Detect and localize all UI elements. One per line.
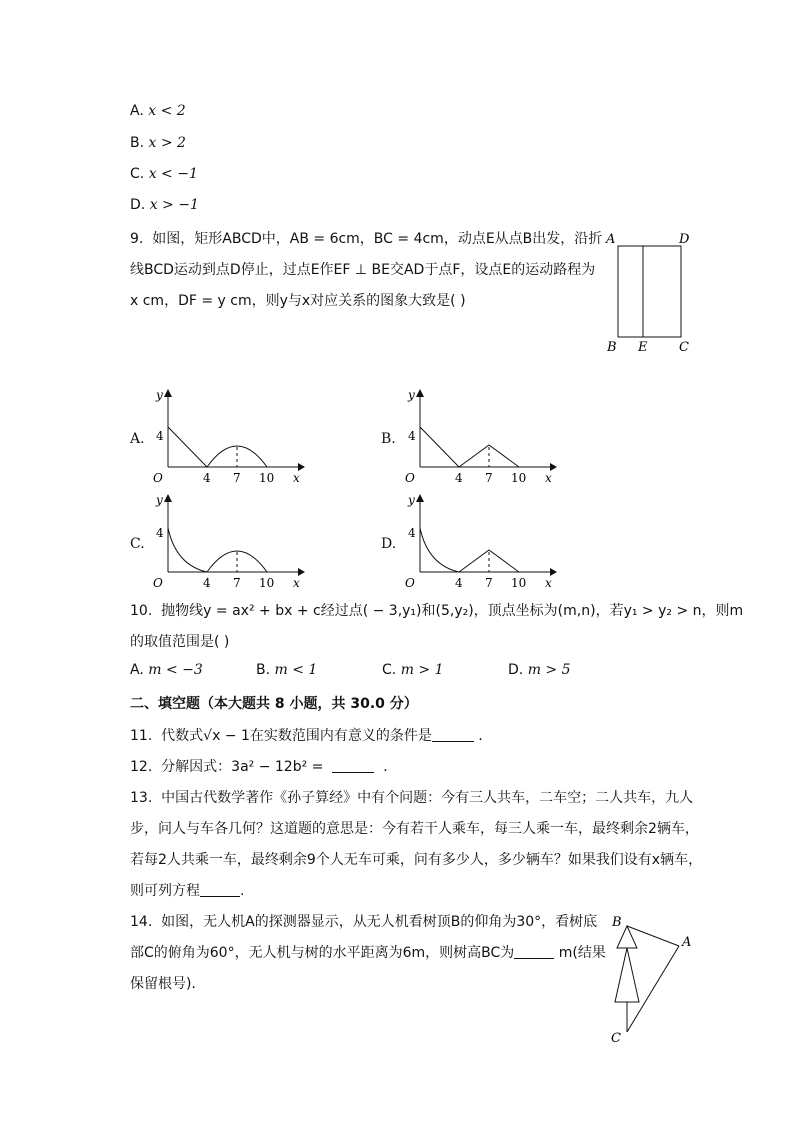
q12: 12. 分解因式：3a² − 12b² = ． bbox=[130, 759, 398, 775]
axis-x: x bbox=[293, 471, 300, 485]
x-tick-7: 7 bbox=[233, 576, 241, 590]
x-tick-10: 10 bbox=[511, 471, 527, 485]
axis-y: y bbox=[156, 493, 163, 507]
q14-line-3: 保留根号)． bbox=[130, 976, 206, 992]
axis-x: x bbox=[293, 576, 300, 590]
axis-x: x bbox=[545, 471, 552, 485]
q9-rectangle-figure bbox=[600, 228, 700, 358]
x-tick-10: 10 bbox=[259, 471, 275, 485]
x-tick-4: 4 bbox=[455, 471, 463, 485]
x-tick-7: 7 bbox=[233, 471, 241, 485]
q10-line-1: 10. 抛物线y = ax² + bx + c经过点( − 3,y₁)和(5,y₂)，顶点坐标为(m,n)，若y₁ > y₂ > n，则m bbox=[130, 603, 744, 619]
q11: 11. 代数式√x − 1在实数范围内有意义的条件是 ． bbox=[130, 728, 493, 744]
q13-line-4: 则可列方程 . bbox=[130, 883, 245, 899]
y-tick-4: 4 bbox=[156, 429, 164, 443]
q9-line-3: x cm，DF = y cm，则y与x对应关系的图象大致是( ) bbox=[130, 293, 466, 309]
q12-answer-blank[interactable] bbox=[332, 758, 374, 773]
x-tick-10: 10 bbox=[259, 576, 275, 590]
axis-origin: O bbox=[153, 471, 163, 485]
q9-line-1: 9. 如图，矩形ABCD中，AB = 6cm，BC = 4cm，动点E从点B出发，沿折 bbox=[130, 231, 603, 247]
graph-option-a-label[interactable]: A. bbox=[130, 431, 145, 447]
y-tick-4: 4 bbox=[408, 429, 416, 443]
q14-line-1: 14. 如图，无人机A的探测器显示，从无人机看树顶B的仰角为30°，看树底 bbox=[130, 914, 598, 930]
label-d: D bbox=[679, 232, 690, 247]
graph-option-d-label[interactable]: D. bbox=[381, 536, 397, 552]
q10-option-b[interactable]: B. m < 1 bbox=[256, 662, 318, 678]
section-2-heading: 二、填空题（本大题共 8 小题，共 30.0 分） bbox=[130, 696, 418, 712]
graph-a bbox=[150, 385, 310, 485]
graph-option-c-label[interactable]: C. bbox=[130, 536, 145, 552]
axis-x: x bbox=[545, 576, 552, 590]
axis-y: y bbox=[408, 493, 415, 507]
x-tick-4: 4 bbox=[203, 471, 211, 485]
q13-line-2: 步，问人与车各几何？这道题的意思是：今有若干人乘车，每三人乘一车，最终剩余2辆车， bbox=[130, 821, 699, 837]
axis-y: y bbox=[156, 388, 163, 402]
label-a: A bbox=[606, 232, 616, 247]
label-b: B bbox=[612, 915, 622, 930]
label-e: E bbox=[638, 340, 648, 355]
y-tick-4: 4 bbox=[156, 526, 164, 540]
label-c: C bbox=[611, 1031, 621, 1046]
q8-option-a: A. x < 2 bbox=[130, 103, 186, 119]
q14-answer-blank[interactable] bbox=[514, 944, 554, 959]
graph-b bbox=[402, 385, 562, 485]
q8-option-b: B. x > 2 bbox=[130, 135, 186, 151]
label-c: C bbox=[679, 340, 689, 355]
q13-line-3: 若每2人共乘一车，最终剩余9个人无车可乘，问有多少人，多少辆车？如果我们设有x辆车， bbox=[130, 852, 703, 868]
x-tick-7: 7 bbox=[485, 471, 493, 485]
graph-c bbox=[150, 490, 310, 590]
y-tick-4: 4 bbox=[408, 526, 416, 540]
q10-option-d[interactable]: D. m > 5 bbox=[508, 662, 571, 678]
q8-option-d: D. x > −1 bbox=[130, 197, 199, 213]
graph-d bbox=[402, 490, 562, 590]
x-tick-4: 4 bbox=[455, 576, 463, 590]
axis-origin: O bbox=[153, 576, 163, 590]
q13-answer-blank[interactable] bbox=[200, 882, 240, 897]
graph-option-b-label[interactable]: B. bbox=[381, 431, 396, 447]
q8-option-c: C. x < −1 bbox=[130, 166, 198, 182]
q10-line-2: 的取值范围是( ) bbox=[130, 634, 230, 650]
q10-option-c[interactable]: C. m > 1 bbox=[382, 662, 444, 678]
label-b: B bbox=[607, 340, 617, 355]
q9-line-2: 线BCD运动到点D停止，过点E作EF ⊥ BE交AD于点F，设点E的运动路程为 bbox=[130, 262, 596, 278]
q14-tree-figure bbox=[605, 910, 705, 1050]
q14-line-2: 部C的俯角为60°，无人机与树的水平距离为6m，则树高BC为 m(结果 bbox=[130, 945, 606, 961]
q11-answer-blank[interactable] bbox=[432, 727, 474, 742]
x-tick-4: 4 bbox=[203, 576, 211, 590]
axis-origin: O bbox=[405, 471, 415, 485]
axis-origin: O bbox=[405, 576, 415, 590]
axis-y: y bbox=[408, 388, 415, 402]
x-tick-10: 10 bbox=[511, 576, 527, 590]
q10-option-a[interactable]: A. m < −3 bbox=[130, 662, 203, 678]
label-a: A bbox=[682, 935, 692, 950]
x-tick-7: 7 bbox=[485, 576, 493, 590]
q13-line-1: 13. 中国古代数学著作《孙子算经》中有个问题：今有三人共车，二车空；二人共车，九人 bbox=[130, 790, 694, 806]
